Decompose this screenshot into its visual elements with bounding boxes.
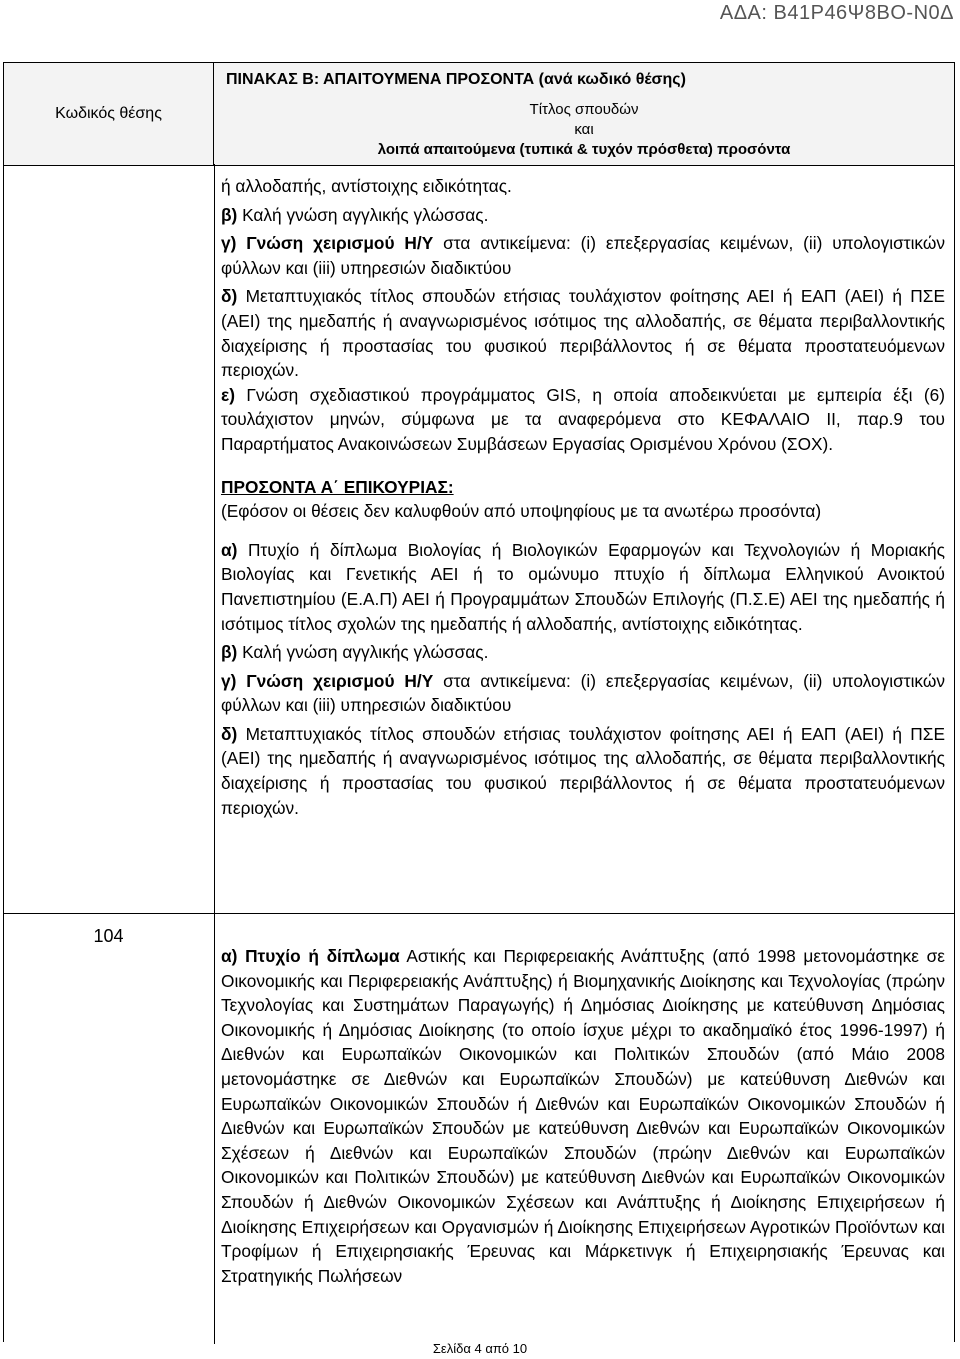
column-divider — [214, 164, 215, 1344]
paragraph — [221, 203, 945, 228]
auxiliary-note: (Εφόσον οι θέσεις δεν καλυφθούν από υποψηφίους με τα ανωτέρω προσόντα) — [221, 501, 822, 522]
item-label: γ) Γνώση χειρισμού Η/Υ — [221, 233, 434, 254]
row-divider — [4, 913, 954, 914]
item-label: α) — [221, 539, 238, 560]
item-text: Καλή γνώση αγγλικής γλώσσας. — [237, 642, 489, 663]
qualifications-continued — [221, 174, 945, 820]
item-text: Πτυχίο ή δίπλωμα Βιολογίας ή Βιολογικών Εφαρμογών και Τεχνολογιών ή Μοριακής Βιολογίας και Γενετικής ΑΕΙ ή το ομώνυμο πτυχίο ή δίπλωμα Ελληνικού Ανοικτού Πανεπιστημίου (Ε.Α.Π) ΑΕΙ ή Προγραμμάτων Σπουδών Επιλογής (Π.Σ.Ε) ΑΕΙ της ημεδαπής ή ισότιμος τίτλος σχολών της ημεδαπής ή αλλοδαπής, αντίστοιχης ειδικότητας. — [221, 539, 945, 634]
item-text: Αστικής και Περιφερειακής Ανάπτυξης (από 1998 μετονομάστηκε σε Οικονομικής και Περιφερειακής Ανάπτυξης) ή Βιομηχανικής Διοίκησης και Τεχνολογίας (πρώην Τεχνολογίας και Συστημάτων Παραγωγής) ή Δημόσιας Διοίκησης με κατεύθυνση Δημόσιας Οικονομικής ή Δημόσιας Διοίκησης (το οποίο ίσχυε μέχρι το ακαδημαϊκό έτος 1996-1997) ή Διεθνών και Ευρωπαϊκών Οικονομικών και Πολιτικών Σπουδών (από Μάιο 2008 μετονομάστηκε σε Διεθνών και Ευρωπαϊκών Σπουδών) με κατεύθυνση Διεθνών και Ευρωπαϊκών Οικονομικών Σπουδών ή Διεθνών και Ευρωπαϊκών Οικονομικών Σπουδών ή Διεθνών και Ευρωπαϊκών Σπουδών με κατεύθυνση Διεθνών και Ευρωπαϊκών Οικονομικών Σχέσεων ή Διεθνών και Ευρωπαϊκών Σπουδών (πρώην Διεθνών και Ευρωπαϊκών Οικονομικών και Πολιτικών Σπουδών) με κατεύθυνση Διεθνών και Ευρωπαϊκών Οικονομικών Σπουδών ή Διεθνών Οικονομικών Σχέσεων και Ανάπτυξης ή Διοίκησης Επιχειρήσεων ή Διοίκησης Επιχειρήσεων και Οργανισμών ή Διοίκησης Επιχειρήσεων Αγροτικών Προϊόντων και Τροφίμων ή Επιχειρησιακής Έρευνας και Μάρκετινγκ ή Επιχειρησιακής Έρευνας και Στρατηγικής Πωλήσεων — [221, 946, 945, 1286]
item-label: β) — [221, 204, 238, 225]
item-text: Μεταπτυχιακός τίτλος σπουδών ετήσιας τουλάχιστον φοίτησης ΑΕΙ ή ΕΑΠ (ΑΕΙ) ή ΠΣΕ (ΑΕΙ) της ημεδαπής ή αναγνωρισμένος ισότιμος της αλλοδαπής, σε θέματα περιβαλλοντικής διαχείρισης ή προστασίας του φυσικού περιβάλλοντος ή σε θέματα προστατευόμενων περιοχών. — [221, 286, 945, 381]
item-label: ε) — [221, 384, 235, 405]
item-text: στα αντικείμενα: (i) επεξεργασίας κειμένων, (ii) υπολογιστικών φύλλων και (iii) υπηρεσιών διαδικτύου — [221, 233, 945, 278]
item-label: β) — [221, 642, 238, 663]
paragraph — [221, 231, 945, 280]
position-code: 104 — [93, 926, 124, 946]
item-text: Γνώση σχεδιαστικού προγράμματος GIS, η οποία αποδεικνύεται με εμπειρία έξι (6) τουλάχιστον μηνών, σύμφωνα με τα αναφερόμενα στο ΚΕΦΑΛΑΙΟ ΙΙ, παρ.9 του Παραρτήματος Ανακοινώσεων Συμβάσεων Εργασίας Ορισμένου Χρόνου (ΣΟΧ). — [221, 384, 945, 454]
paragraph — [221, 383, 945, 457]
item-label: α) Πτυχίο ή δίπλωμα — [221, 946, 400, 966]
qualifications-104 — [221, 944, 945, 1288]
header-and: και — [574, 121, 594, 138]
paragraph — [221, 669, 945, 718]
header-degree-title: Τίτλος σπουδών — [529, 101, 639, 118]
header-other-qualifications: λοιπά απαιτούμενα (τυπικά & τυχόν πρόσθετα) προσόντα — [377, 141, 791, 158]
paragraph — [221, 538, 945, 636]
item-text: στα αντικείμενα: (i) επεξεργασίας κειμένων, (ii) υπολογιστικών φύλλων και (iii) υπηρεσιών διαδικτύου — [221, 670, 945, 716]
header-position-code: Κωδικός θέσης — [4, 63, 214, 165]
header-qualifications — [214, 100, 954, 160]
paragraph: ή αλλοδαπής, αντίστοιχης ειδικότητας. — [221, 176, 512, 196]
ada-code: ΑΔΑ: Β41Ρ46Ψ8ΒΟ-Ν0Δ — [719, 2, 954, 24]
item-text: Καλή γνώση αγγλικής γλώσσας. — [237, 204, 489, 225]
paragraph — [221, 284, 945, 382]
item-label: δ) — [221, 723, 238, 744]
page-footer: Σελίδα 4 από 10 — [432, 1341, 528, 1356]
table-title: ΠΙΝΑΚΑΣ Β: ΑΠΑΙΤΟΥΜΕΝΑ ΠΡΟΣΟΝΤΑ (ανά κωδικό θέσης) — [226, 71, 686, 88]
auxiliary-heading: ΠΡΟΣΟΝΤΑ Α΄ ΕΠΙΚΟΥΡΙΑΣ: — [221, 476, 454, 497]
item-label: δ) — [221, 286, 238, 307]
item-label: γ) Γνώση χειρισμού Η/Υ — [221, 670, 434, 691]
paragraph — [221, 944, 945, 1288]
table-header — [4, 62, 954, 166]
paragraph — [221, 722, 945, 820]
item-text: Μεταπτυχιακός τίτλος σπουδών ετήσιας τουλάχιστον φοίτησης ΑΕΙ ή ΕΑΠ (ΑΕΙ) ή ΠΣΕ (ΑΕΙ) της ημεδαπής ή αναγνωρισμένος ισότιμος της αλλοδαπής, σε θέματα περιβαλλοντικής διαχείρισης ή προστασίας του φυσικού περιβάλλοντος ή σε θέματα προστατευόμενων περιοχών. — [221, 723, 945, 818]
paragraph — [221, 640, 945, 665]
